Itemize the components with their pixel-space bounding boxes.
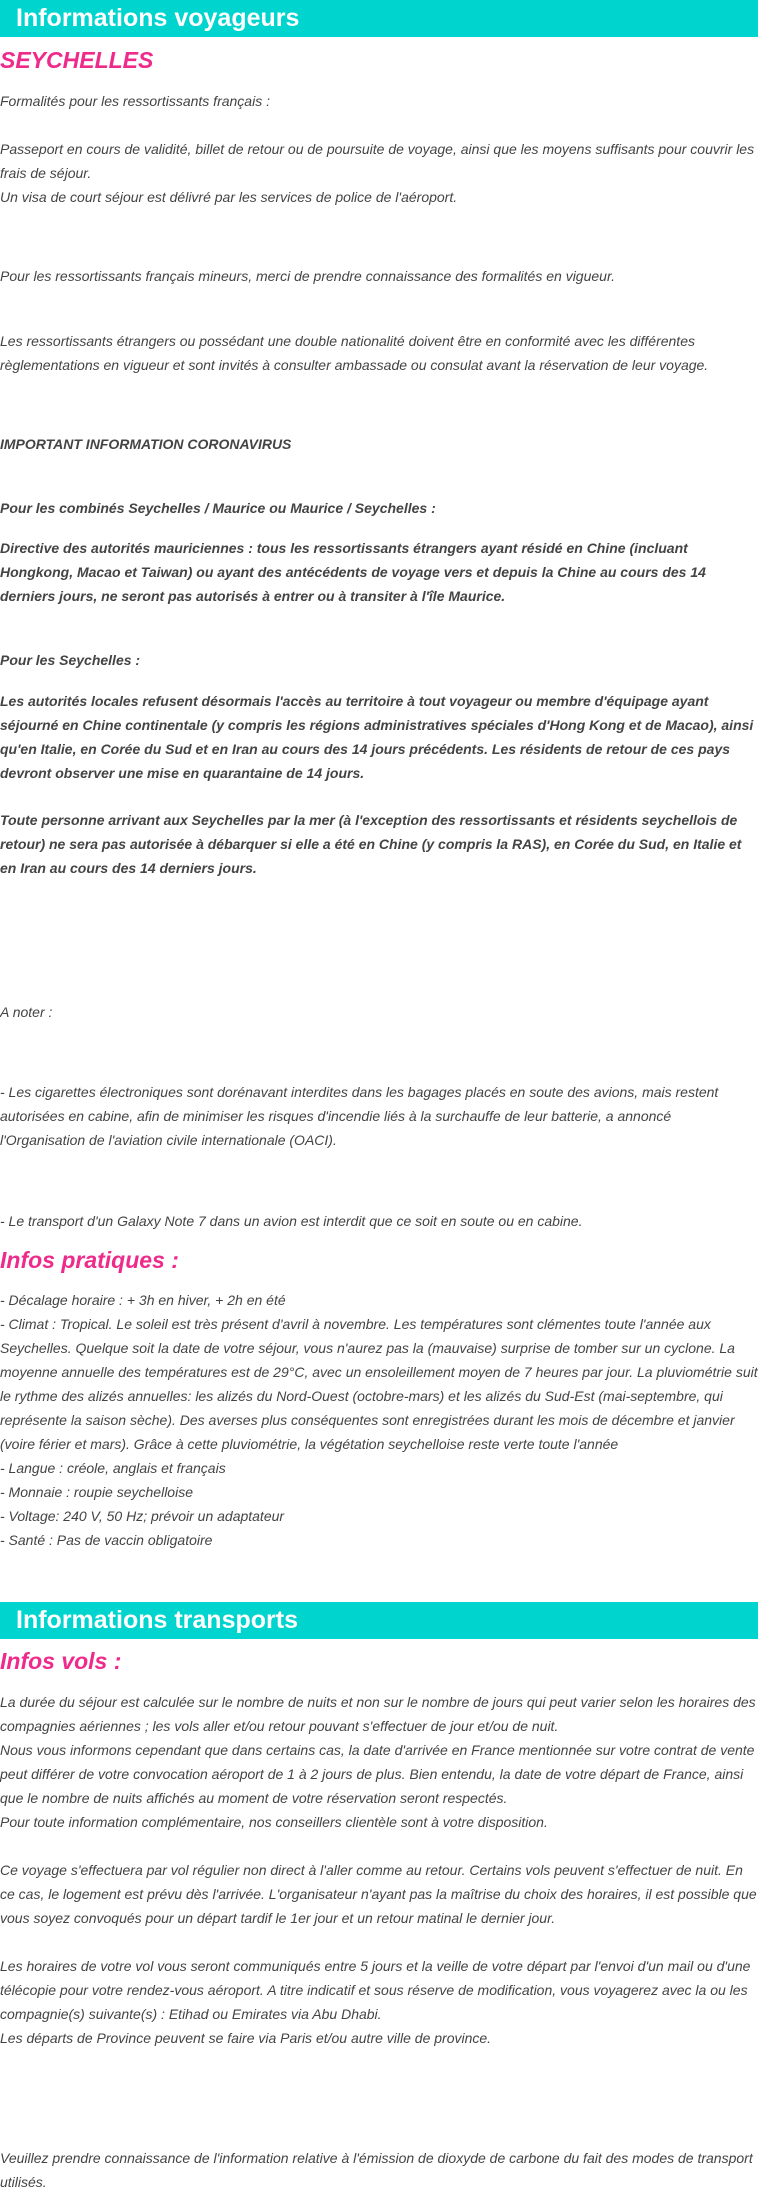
visa-text: Un visa de court séjour est délivré par les services de police de l'aéroport. bbox=[0, 189, 458, 205]
passeport-text: Passeport en cours de validité, billet de retour ou de poursuite de voyage, ainsi que les moyens suffisants pour couvrir les frais de séjour. bbox=[0, 141, 755, 181]
informations-voyageurs-banner: Informations voyageurs bbox=[0, 0, 758, 37]
formalites-title: Formalités pour les ressortissants français : bbox=[0, 93, 270, 109]
complementaire-text: Pour toute information complémentaire, nos conseillers clientèle sont à votre disposition. bbox=[0, 1814, 548, 1830]
informations-transports-banner: Informations transports bbox=[0, 1602, 758, 1639]
a-noter-title: A noter : bbox=[0, 1004, 53, 1020]
voltage-text: - Voltage: 240 V, 50 Hz; prévoir un adaptateur bbox=[0, 1508, 285, 1524]
monnaie-text: - Monnaie : roupie seychelloise bbox=[0, 1484, 193, 1500]
regulier-text: Ce voyage s'effectuera par vol régulier non direct à l'aller comme au retour. Certains vols peuvent s'effectuer de nuit. En ce cas, le logement est prévu dès l'arrivée. L'organisateur n'ayant pas la maîtrise du choix des horaires, il est possible que vous soyez convoqués pour un départ tardif le 1er jour et un retour matinal le dernier jour. bbox=[0, 1862, 757, 1926]
informons-text: Nous vous informons cependant que dans certains cas, la date d'arrivée en France mentionnée sur votre contrat de vente peut différer de votre convocation aéroport de 1 à 2 jours de plus. Bien entendu, la date de votre départ de France, ainsi que le nombre de nuits affichés au moment de votre réservation seront respectés. bbox=[0, 1742, 755, 1806]
directive-text: Directive des autorités mauriciennes : tous les ressortissants étrangers ayant résidé en Chine (incluant Hongkong, Macao et Taiwan) ou ayant des antécédents de voyage vers et depuis la Chine au cours des 14 derniers jours, ne seront pas autorisés à entrer ou à transiter à l'île Maurice. bbox=[0, 540, 706, 604]
infos-vols-title: Infos vols : bbox=[0, 1648, 122, 1674]
climat-text: - Climat : Tropical. Le soleil est très présent d'avril à novembre. Les températures sont clémentes toute l'année aux Seychelles. Quelque soit la date de votre séjour, vous n'aurez pas la (mauvaise) surprise de tomber sur un cyclone. La moyenne annuelle des températures est de 29°C, avec un ensoleillement moyen de 7 heures par jour. La pluviométrie suit le rythme des alizés annuelles: les alizés du Nord-Ouest (octobre-mars) et les alizés du Sud-Est (mai-septembre, qui représente la saison sèche). Des averses plus conséquentes sont enregistrées durant les mois de décembre et janvier (voire férier et mars). Grâce à cette pluviométrie, la végétation seychelloise reste verte toute l'année bbox=[0, 1316, 758, 1452]
horaires-text: Les horaires de votre vol vous seront communiqués entre 5 jours et la veille de votre départ par l'envoi d'un mail ou d'une télécopie pour votre rendez-vous aéroport. A titre indicatif et sous réserve de modification, vous voyagerez avec la ou les compagnie(s) suivante(s) : Etihad ou Emirates via Abu Dhabi. bbox=[0, 1958, 751, 2022]
mineurs-text: Pour les ressortissants français mineurs, merci de prendre connaissance des formalités en vigueur. bbox=[0, 268, 615, 284]
sante-text: - Santé : Pas de vaccin obligatoire bbox=[0, 1532, 213, 1548]
galaxy-text: - Le transport d'un Galaxy Note 7 dans un avion est interdit que ce soit en soute ou en cabine. bbox=[0, 1213, 583, 1229]
autorites-text: Les autorités locales refusent désormais l'accès au territoire à tout voyageur ou membre d'équipage ayant séjourné en Chine continentale (y compris les régions administratives spéciales d'Hong Kong et de Macao), ainsi qu'en Italie, en Corée du Sud et en Iran au cours des 14 jours précédents. Les résidents de retour de ces pays devront observer une mise en quarantaine de 14 jours. bbox=[0, 693, 754, 781]
carbone-text: Veuillez prendre connaissance de l'information relative à l'émission de dioxyde de carbone du fait des modes de transport utilisés. bbox=[0, 2150, 753, 2190]
infos-pratiques-title: Infos pratiques : bbox=[0, 1247, 179, 1273]
combines-title: Pour les combinés Seychelles / Maurice ou Maurice / Seychelles : bbox=[0, 500, 436, 516]
cigarettes-text: - Les cigarettes électroniques sont dorénavant interdites dans les bagages placés en soute des avions, mais restent autorisées en cabine, afin de minimiser les risques d'incendie liés à la surchauffe de leur batterie, a annoncé l'Organisation de l'aviation civile internationale (OACI). bbox=[0, 1084, 719, 1148]
decalage-text: - Décalage horaire : + 3h en hiver, + 2h en été bbox=[0, 1292, 286, 1308]
country-title: SEYCHELLES bbox=[0, 47, 154, 73]
etrangers-text: Les ressortissants étrangers ou possédant une double nationalité doivent être en conformité avec les différentes règlementations en vigueur et sont invités à consulter ambassade ou consulat avant la réservation de leur voyage. bbox=[0, 333, 709, 373]
langue-text: - Langue : créole, anglais et français bbox=[0, 1460, 226, 1476]
duree-text: La durée du séjour est calculée sur le nombre de nuits et non sur le nombre de jours qui peut varier selon les horaires des compagnies aériennes ; les vols aller et/ou retour pouvant s'effectuer de jour et/ou de nuit. bbox=[0, 1694, 756, 1734]
province-text: Les départs de Province peuvent se faire via Paris et/ou autre ville de province. bbox=[0, 2030, 492, 2046]
seychelles-title: Pour les Seychelles : bbox=[0, 652, 141, 668]
mer-text: Toute personne arrivant aux Seychelles par la mer (à l'exception des ressortissants et résidents seychellois de retour) ne sera pas autorisée à débarquer si elle a été en Chine (y compris la RAS), en Corée du Sud, en Italie et en Iran au cours des 14 derniers jours. bbox=[0, 812, 742, 876]
coronavirus-title: IMPORTANT INFORMATION CORONAVIRUS bbox=[0, 436, 292, 452]
